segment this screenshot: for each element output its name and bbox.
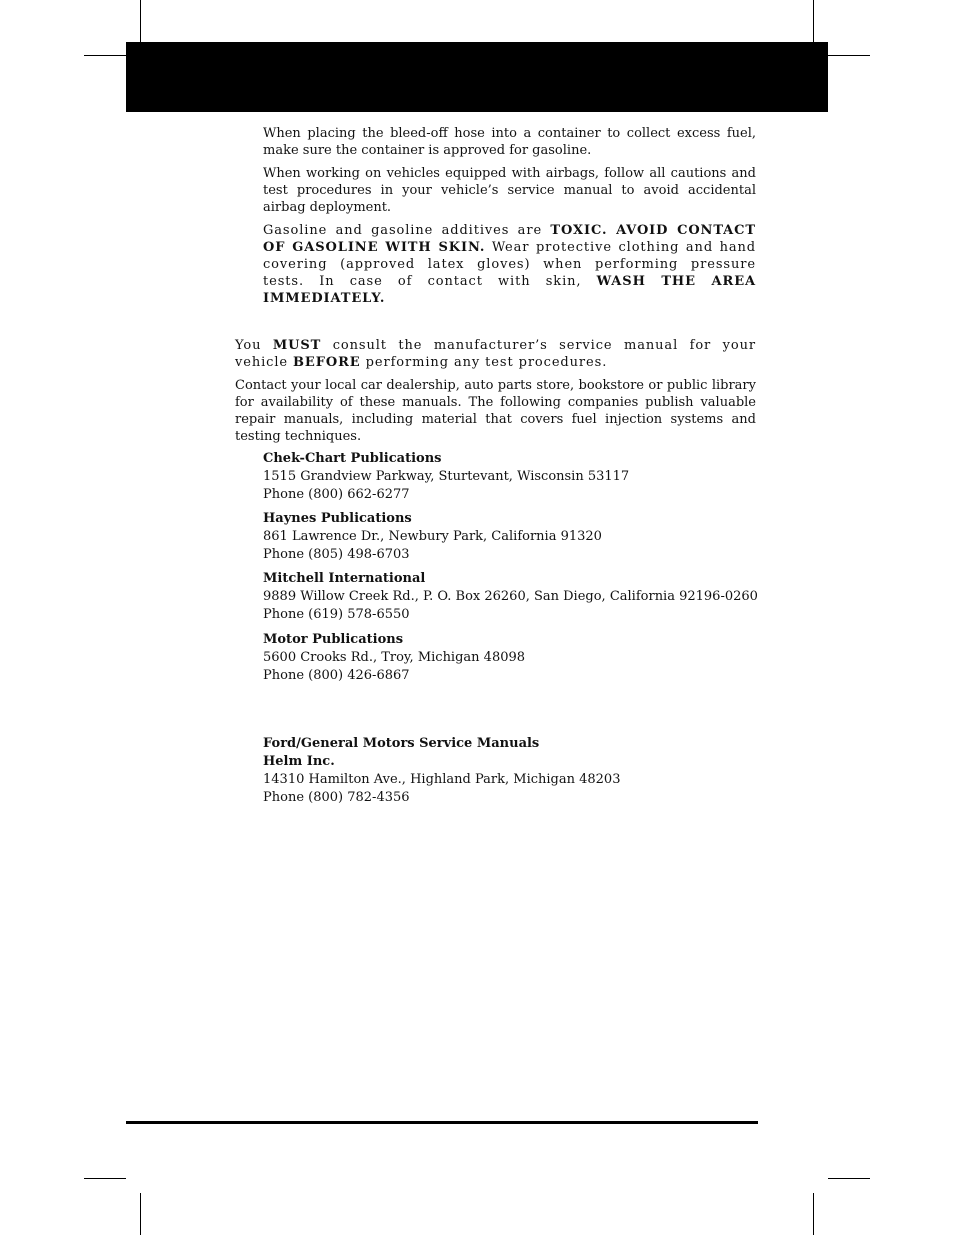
publisher-name: Motor Publications [263,632,404,647]
publisher-phone: Phone (800) 662-6277 [263,487,410,502]
crop-mark-bottom-left-horizontal [84,1178,126,1179]
ford-gm-entry [263,735,763,807]
publisher-entry [263,631,763,685]
publisher-entry [263,510,763,564]
warning-airbags: When working on vehicles equipped with airbags, follow all cautions and test procedures in your vehicle’s service manual to avoid accidental airbag deployment. [263,166,756,215]
publisher-name: Mitchell International [263,571,426,586]
consult-manual-text: You MUST consult the manufacturer’s service manual for your vehicle BEFORE performing any test procedures. [235,338,756,370]
warning-bleed-off: When placing the bleed-off hose into a container to collect excess fuel, make sure the container is approved for gasoline. [263,126,756,158]
ford-gm-title: Ford/General Motors Service Manuals [263,736,540,751]
publisher-address: 9889 Willow Creek Rd., P. O. Box 26260, San Diego, California 92196-0260 [263,589,758,604]
publisher-phone: Phone (619) 578-6550 [263,607,410,622]
crop-mark-top-right-vertical [813,0,814,42]
publisher-phone: Phone (800) 426-6867 [263,668,410,683]
warning-toxic: Gasoline and gasoline additives are TOXIC. AVOID CONTACT OF GASOLINE WITH SKIN. Wear protective clothing and hand covering (approved latex gloves) when performing pressure tests. In case of contact with skin, WASH THE AREA IMMEDIATELY. [263,223,757,306]
ford-gm-company: Helm Inc. [263,754,335,769]
crop-mark-top-right-horizontal [828,55,870,56]
header-bar [126,42,828,112]
ford-gm-phone: Phone (800) 782-4356 [263,790,410,805]
crop-mark-top-left-horizontal [84,55,126,56]
footer-rule [126,1121,758,1124]
publisher-name: Haynes Publications [263,511,412,526]
crop-mark-bottom-left-vertical [140,1193,141,1235]
publisher-phone: Phone (805) 498-6703 [263,547,410,562]
publisher-address: 5600 Crooks Rd., Troy, Michigan 48098 [263,650,526,665]
publisher-entry [263,450,763,504]
crop-mark-top-left-vertical [140,0,141,42]
crop-mark-bottom-right-vertical [813,1193,814,1235]
publisher-address: 861 Lawrence Dr., Newbury Park, California 91320 [263,529,602,544]
publisher-entry [263,570,763,624]
publisher-name: Chek-Chart Publications [263,451,442,466]
ford-gm-address: 14310 Hamilton Ave., Highland Park, Michigan 48203 [263,772,621,787]
crop-mark-bottom-right-horizontal [828,1178,870,1179]
publisher-address: 1515 Grandview Parkway, Sturtevant, Wisconsin 53117 [263,469,630,484]
contact-text: Contact your local car dealership, auto parts store, bookstore or public library for availability of these manuals. The following companies publish valuable repair manuals, including material that covers fuel injection systems and testing techniques. [235,378,756,444]
